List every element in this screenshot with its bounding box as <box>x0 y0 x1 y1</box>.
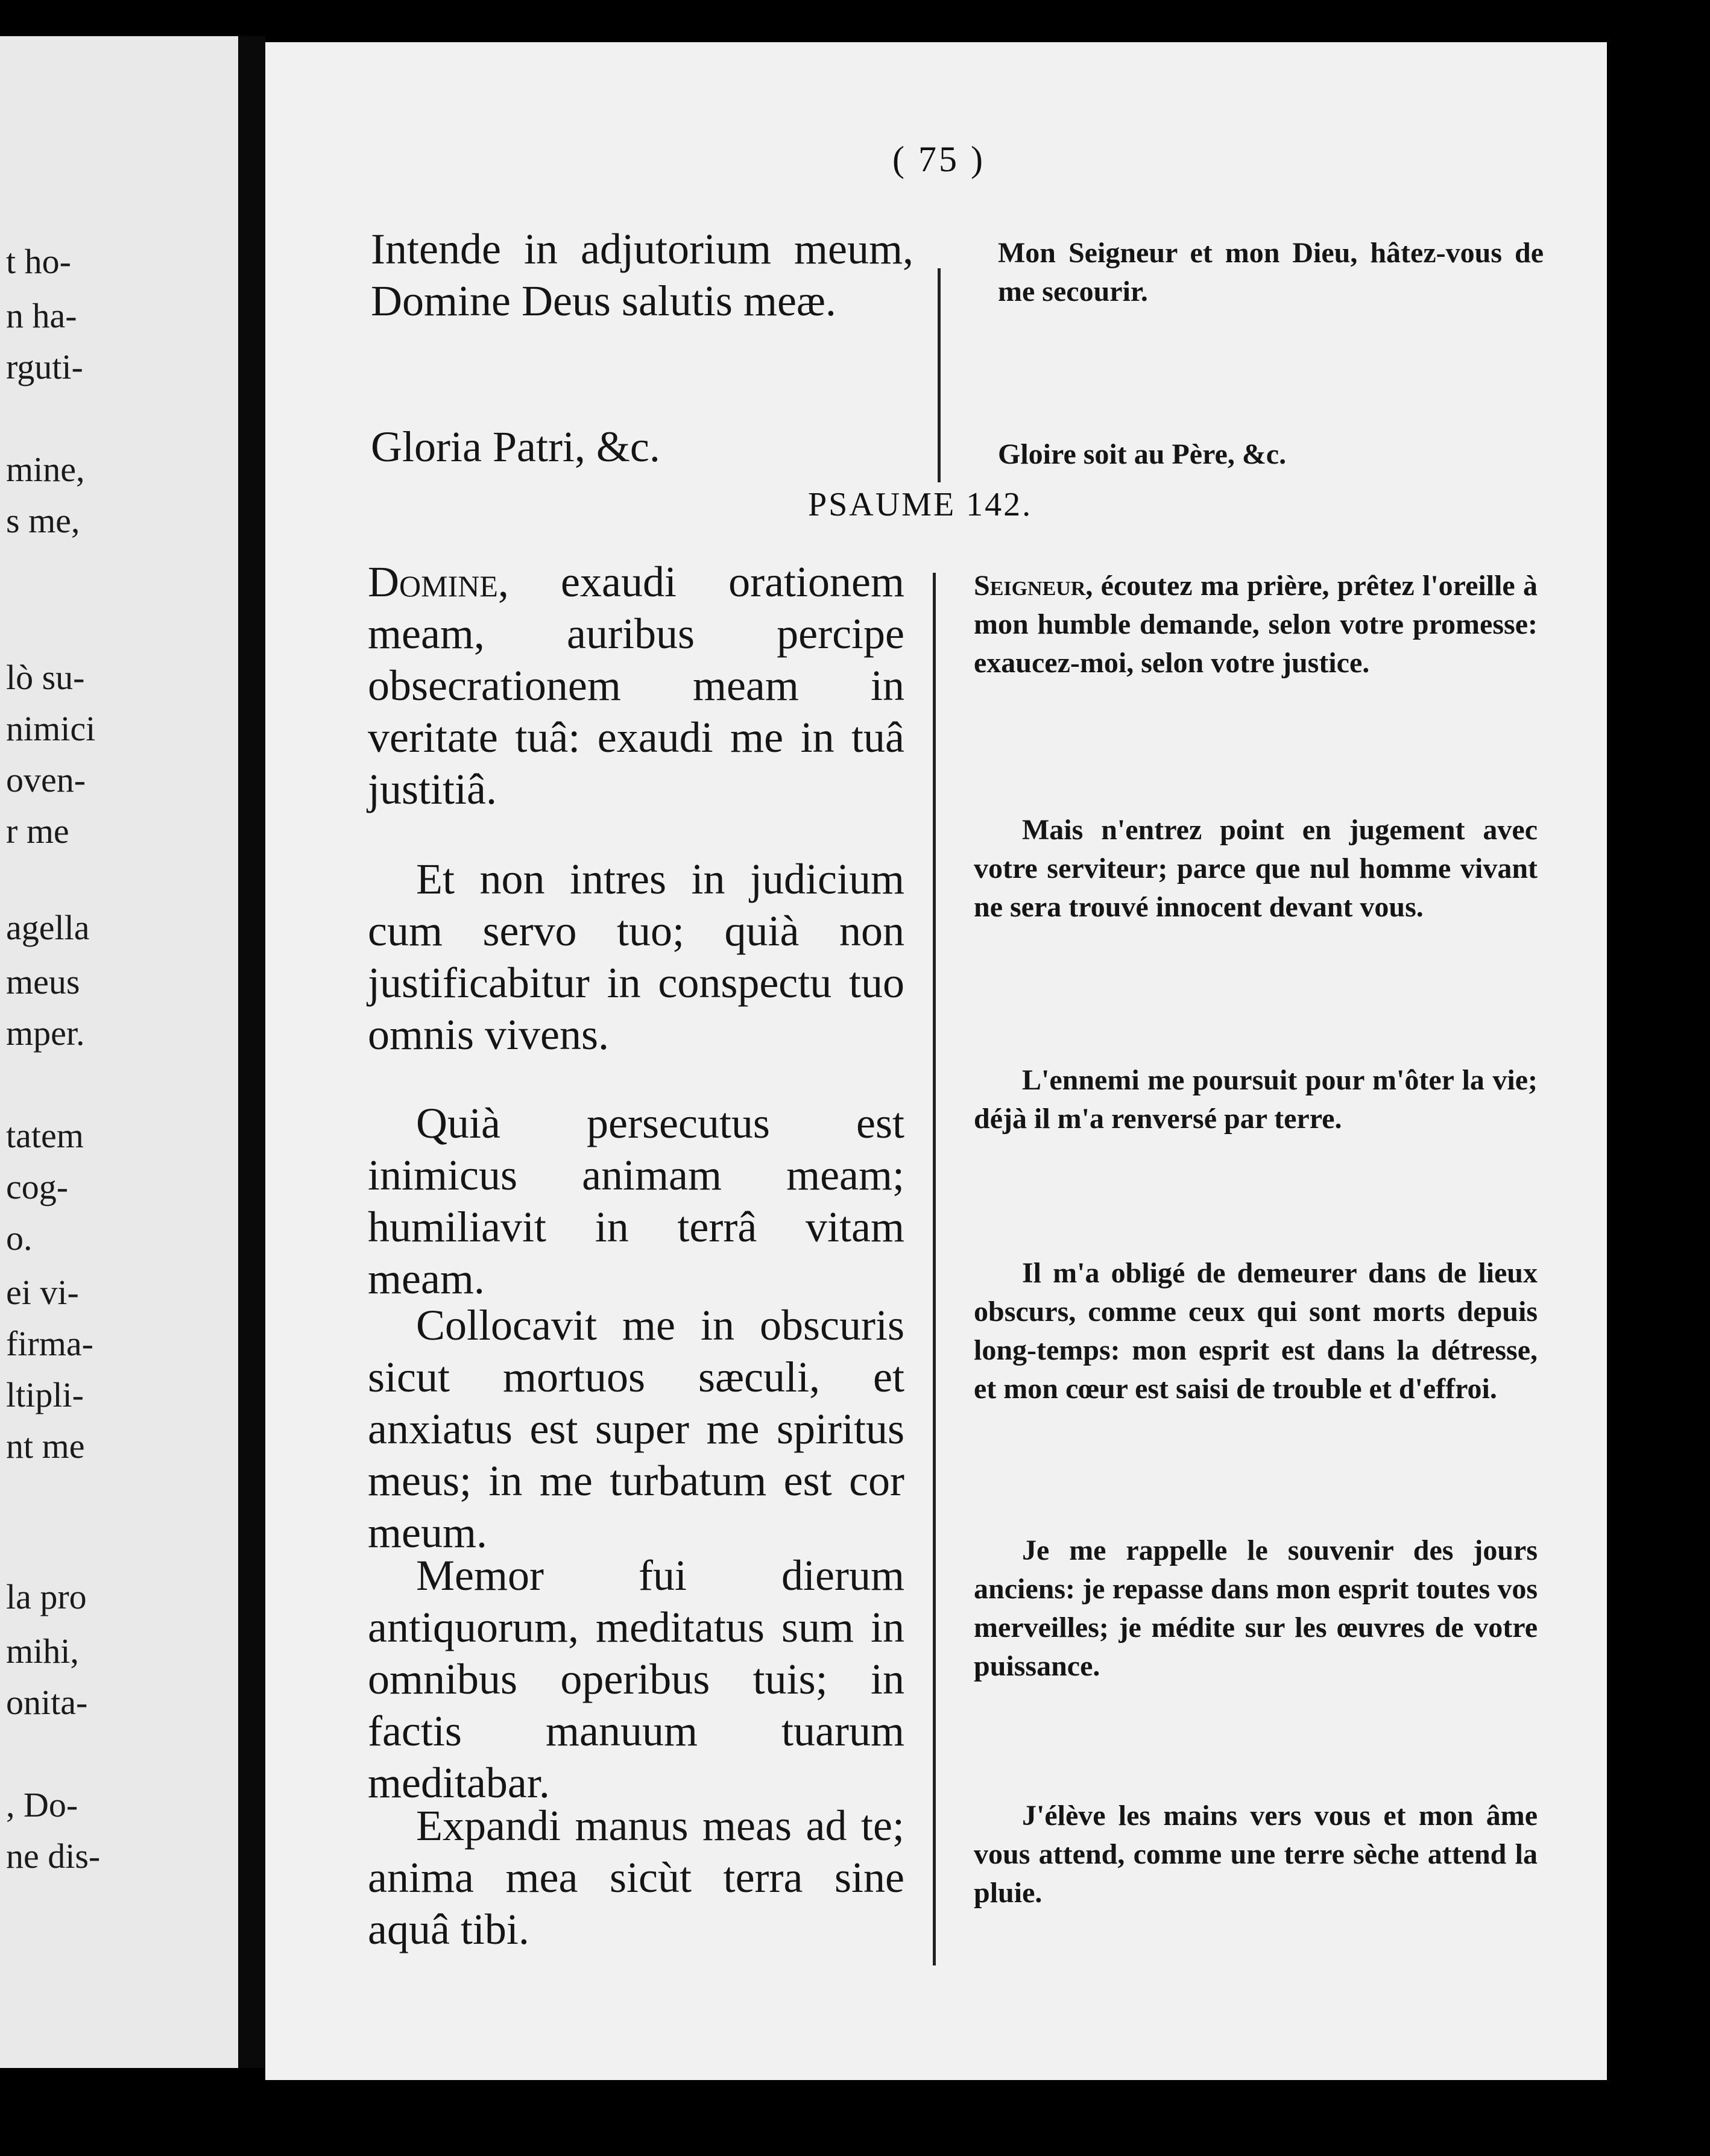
psalm-heading: PSAUME 142. <box>808 486 1033 523</box>
margin-fragment: firma- <box>6 1324 93 1363</box>
margin-fragment: tatem <box>6 1116 84 1155</box>
margin-fragment: ltipli- <box>6 1375 84 1414</box>
french-verse: Mais n'entrez point en jugement avec votre serviteur; parce que nul homme vivant ne sera trouvé innocent devant vous. <box>974 814 1538 923</box>
latin-verse: Collocavit me in obscuris sicut mortuos sæculi, et anxiatus est super me spiritus meus; in me turbatum est cor meum. <box>368 1301 904 1557</box>
margin-fragment: onita- <box>6 1683 88 1722</box>
latin-verse <box>368 556 904 815</box>
latin-verse-text: exaudi orationem meam, auribus percipe obsecrationem meam in veritate tuâ: exaudi me in tuâ justitiâ. <box>368 558 904 813</box>
latin-verse: Memor fui dierum antiquorum, meditatus sum in omnibus operibus tuis; in factis manuum tuarum meditabar. <box>368 1551 904 1807</box>
french-verse: J'élève les mains vers vous et mon âme vous attend, comme une terre sèche attend la pluie. <box>974 1800 1538 1909</box>
previous-page-edge <box>0 36 238 2068</box>
french-verse-initial: Seigneur, <box>974 570 1093 602</box>
latin-verse: Quià persecutus est inimicus animam meam; humiliavit in terrâ vitam meam. <box>368 1099 904 1303</box>
margin-fragment: oven- <box>6 760 86 799</box>
latin-verse: Et non intres in judicium cum servo tuo; quià non justificabitur in conspectu tuo omnis vivens. <box>368 855 904 1059</box>
margin-fragment: rguti- <box>6 347 83 386</box>
margin-fragment: o. <box>6 1218 33 1258</box>
latin-verse: Expandi manus meas ad te; anima mea sicùt terra sine aquâ tibi. <box>368 1801 904 1953</box>
margin-fragment: mper. <box>6 1013 85 1053</box>
page-number: ( 75 ) <box>892 139 985 179</box>
margin-fragment: mihi, <box>6 1631 79 1671</box>
margin-fragment: ei vi- <box>6 1273 79 1312</box>
french-verse <box>974 567 1538 682</box>
french-gloria: Gloire soit au Père, &c. <box>998 438 1287 470</box>
column-divider <box>933 573 936 1965</box>
french-versicle: Mon Seigneur et mon Dieu, hâtez-vous de me secourir. <box>998 237 1544 307</box>
margin-fragment: t ho- <box>6 242 71 281</box>
margin-fragment: s me, <box>6 501 80 540</box>
margin-fragment: r me <box>6 812 69 851</box>
margin-fragment: ne dis- <box>6 1836 101 1876</box>
french-verse: Il m'a obligé de demeurer dans de lieux obscurs, comme ceux qui sont morts depuis long-temps: mon esprit est dans la détresse, et mon cœur est saisi de trouble et d'effroi. <box>974 1257 1538 1405</box>
margin-fragment: cog- <box>6 1167 69 1206</box>
margin-fragment: n ha- <box>6 296 77 335</box>
latin-versicle: Intende in adjutorium meum, Domine Deus salutis meæ. <box>371 225 913 325</box>
latin-verse-initial: Domine, <box>368 558 509 606</box>
column-divider <box>938 268 941 482</box>
french-verse: L'ennemi me poursuit pour m'ôter la vie; déjà il m'a renversé par terre. <box>974 1064 1538 1135</box>
book-page <box>265 42 1607 2080</box>
latin-gloria: Gloria Patri, &c. <box>371 423 660 471</box>
french-verse: Je me rappelle le souvenir des jours anciens: je repasse dans mon esprit toutes vos merveilles; je médite sur les œuvres de votre puissance. <box>974 1534 1538 1682</box>
margin-fragment: nimici <box>6 709 96 748</box>
margin-fragment: meus <box>6 962 80 1001</box>
margin-fragment: , Do- <box>6 1785 78 1824</box>
book-gutter <box>238 36 265 2068</box>
margin-fragment: lò su- <box>6 658 85 697</box>
french-verse-text: écoutez ma prière, prêtez l'oreille à mon humble demande, selon votre promesse: exaucez-moi, selon votre justice. <box>974 570 1538 679</box>
margin-fragment: nt me <box>6 1426 85 1466</box>
margin-fragment: mine, <box>6 450 85 489</box>
margin-fragment: agella <box>6 908 90 947</box>
margin-fragment: la pro <box>6 1577 87 1616</box>
